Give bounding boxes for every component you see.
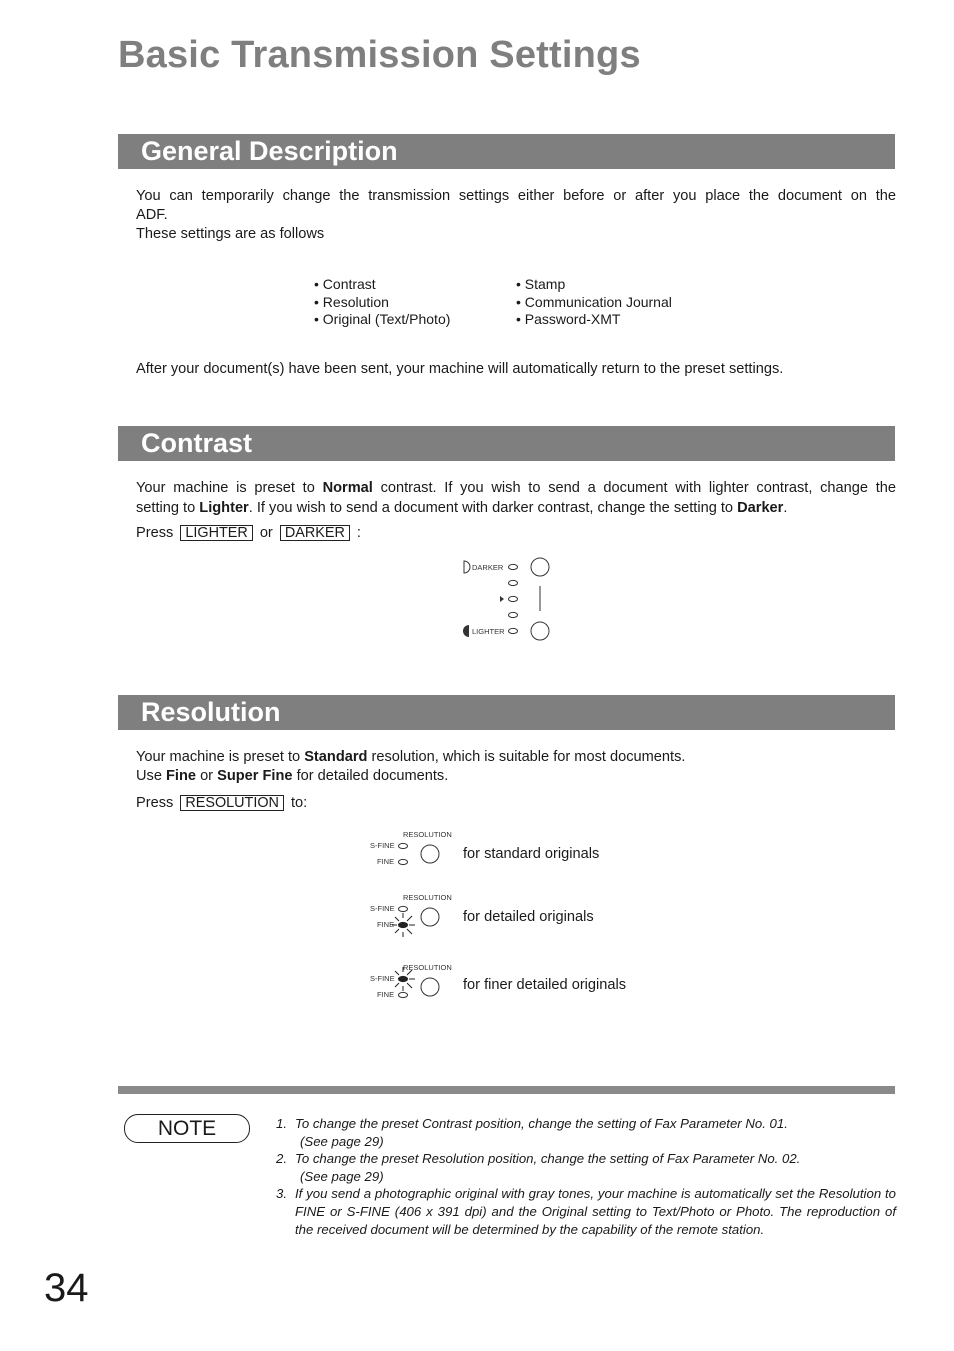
contrast-panel-diagram <box>455 553 565 645</box>
fine-led-icon <box>399 859 408 864</box>
diagram-darker-label: DARKER <box>472 563 504 572</box>
sfine-led-lit-icon <box>399 976 408 981</box>
resolution-caption-superfine: for finer detailed originals <box>463 977 627 993</box>
colon-text: : <box>356 525 361 541</box>
diagram-lighter-label: LIGHTER <box>472 627 505 636</box>
panel-resolution-label: RESOLUTION <box>403 963 452 972</box>
note-number: 3. <box>276 1186 287 1202</box>
note-text: To change the preset Resolution position, change the setting of Fax Parameter No. 02. <box>295 1151 801 1167</box>
press-text: Press <box>136 795 174 811</box>
panel-resolution-label: RESOLUTION <box>403 830 452 839</box>
fine-label: FINE <box>377 857 395 866</box>
led-icon <box>509 628 518 633</box>
general-intro <box>136 187 896 244</box>
lighter-moon-icon <box>463 625 469 637</box>
fine-label: FINE <box>377 990 395 999</box>
fine-label: FINE <box>377 920 395 929</box>
resolution-key: RESOLUTION <box>180 795 284 811</box>
settings-list-right <box>516 276 672 329</box>
darker-key: DARKER <box>280 525 350 541</box>
sfine-label: S-FINE <box>370 841 395 850</box>
list-item: • Communication Journal <box>516 293 672 310</box>
contrast-text: contrast. If you wish to send a document with lighter contrast, change the <box>372 480 896 496</box>
list-item: • Resolution <box>314 293 389 310</box>
contrast-text: . If you wish to send a document with darker contrast, change the setting to <box>248 500 738 516</box>
general-intro-line2: ADF. <box>136 207 168 223</box>
led-icon <box>509 612 518 617</box>
resolution-text: for detailed documents. <box>292 768 449 784</box>
fine-led-icon <box>399 992 408 997</box>
note-list <box>276 1115 896 1238</box>
sfine-led-icon <box>399 906 408 911</box>
resolution-fine-diagram <box>368 889 463 939</box>
note-divider <box>118 1086 895 1094</box>
resolution-heading: Resolution <box>118 695 895 730</box>
contrast-text: . <box>783 500 788 516</box>
resolution-super-fine: Super Fine <box>217 768 293 784</box>
list-item: • Original (Text/Photo) <box>314 311 451 328</box>
panel-resolution-label: RESOLUTION <box>403 893 452 902</box>
sfine-label: S-FINE <box>370 974 395 983</box>
resolution-standard: Standard <box>304 749 368 765</box>
preset-arrow-icon <box>500 596 504 602</box>
to-text: to: <box>291 795 308 811</box>
note-item <box>276 1115 896 1150</box>
resolution-text: or <box>196 768 218 784</box>
list-item: • Password-XMT <box>516 311 621 328</box>
led-icon <box>509 580 518 585</box>
resolution-text: resolution, which is suitable for most documents. <box>367 749 686 765</box>
fine-led-lit-icon <box>399 922 408 927</box>
resolution-press-line <box>136 794 896 813</box>
contrast-heading: Contrast <box>118 426 895 461</box>
general-intro-line1: You can temporarily change the transmission settings either before or after you place the document on the <box>136 188 896 204</box>
resolution-text: Your machine is preset to <box>136 749 305 765</box>
note-text: If you send a photographic original with gray tones, your machine is automatically set the Resolution to FINE or S-FINE (406 x 391 dpi) and the Original setting to Text/Photo or Photo. The reproduction of the received document will be determined by the capability of the remote station. <box>295 1186 896 1237</box>
led-icon <box>509 596 518 601</box>
resolution-button-icon <box>421 845 439 863</box>
general-intro-line3: These settings are as follows <box>136 226 325 242</box>
list-item: • Stamp <box>516 276 566 292</box>
general-description-heading: General Description <box>118 134 895 169</box>
note-subtext: (See page 29) <box>300 1133 384 1149</box>
list-item: • Contrast <box>314 276 376 292</box>
lighter-key: LIGHTER <box>180 525 252 541</box>
contrast-text: Your machine is preset to <box>136 480 323 496</box>
resolution-standard-diagram <box>368 826 463 871</box>
contrast-normal: Normal <box>322 480 373 496</box>
lighter-button-icon <box>531 622 549 640</box>
note-item <box>276 1185 896 1238</box>
contrast-lighter: Lighter <box>199 500 249 516</box>
page-number: 34 <box>44 1266 89 1310</box>
resolution-superfine-diagram <box>368 959 463 1004</box>
contrast-press-line <box>136 524 896 543</box>
resolution-text: Use <box>136 768 167 784</box>
darker-button-icon <box>531 558 549 576</box>
page-title: Basic Transmission Settings <box>118 34 641 76</box>
note-number: 2. <box>276 1151 287 1167</box>
note-text: To change the preset Contrast position, change the setting of Fax Parameter No. 01. <box>295 1116 788 1131</box>
or-text: or <box>259 525 273 541</box>
darker-moon-icon <box>464 561 470 573</box>
resolution-description <box>136 748 896 786</box>
resolution-caption-fine: for detailed originals <box>463 909 594 925</box>
settings-list-left <box>314 276 450 329</box>
note-subtext: (See page 29) <box>300 1168 384 1184</box>
note-label: NOTE <box>124 1114 250 1143</box>
sfine-led-icon <box>399 843 408 848</box>
contrast-text: setting to <box>136 500 200 516</box>
led-icon <box>509 564 518 569</box>
sfine-label: S-FINE <box>370 904 395 913</box>
note-item <box>276 1150 896 1185</box>
resolution-button-icon <box>421 908 439 926</box>
press-text: Press <box>136 525 174 541</box>
resolution-fine: Fine <box>166 768 197 784</box>
general-after-text: After your document(s) have been sent, your machine will automatically return to the preset settings. <box>136 361 784 377</box>
contrast-description <box>136 478 896 518</box>
note-number: 1. <box>276 1116 287 1131</box>
resolution-button-icon <box>421 978 439 996</box>
resolution-caption-standard: for standard originals <box>463 846 600 862</box>
contrast-darker: Darker <box>737 500 784 516</box>
